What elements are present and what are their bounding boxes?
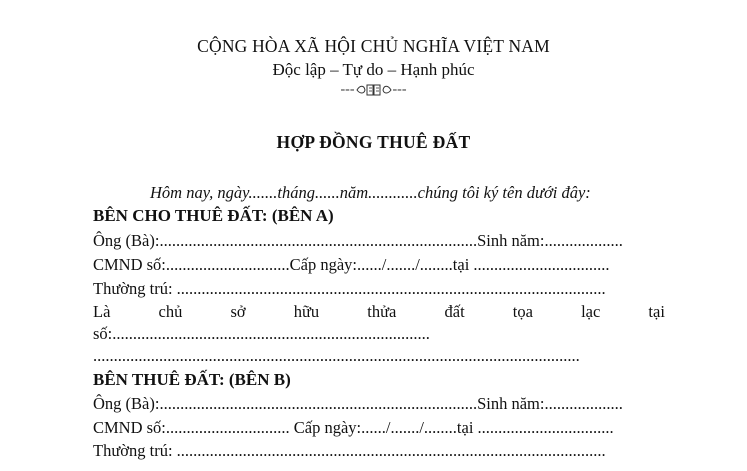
national-name: CỘNG HÒA XÃ HỘI CHỦ NGHĨA VIỆT NAM (197, 36, 550, 56)
owner-word: hữu (293, 302, 320, 321)
party-b-residence-line: Thường trú: ........................................................................................................ (93, 441, 606, 460)
party-a-owner-line (93, 302, 665, 322)
national-motto: Độc lập – Tự do – Hạnh phúc (272, 60, 475, 79)
owner-word: chủ (158, 302, 183, 321)
party-b-id-line: CMND số:.............................. Cấp ngày:....../......./........tại ................................. (93, 418, 614, 437)
party-b-heading: BÊN THUÊ ĐẤT: (BÊN B) (93, 370, 291, 389)
owner-word: đất (444, 302, 465, 321)
party-a-id-line: CMND số:..............................Cấp ngày:....../......./........tại ................................. (93, 255, 610, 274)
party-a-address-line: số:............................................................................. (93, 324, 430, 343)
owner-word: lạc (581, 302, 601, 321)
party-a-blank-line: ...................................................................................................................... (93, 346, 580, 365)
ornament-divider (0, 82, 747, 98)
owner-word: tại (648, 302, 665, 321)
ornament-right: --- (392, 82, 407, 97)
intro-line: Hôm nay, ngày.......tháng......năm............chúng tôi ký tên dưới đây: (150, 183, 591, 202)
party-b-name-line: Ông (Bà):.............................................................................Sinh năm:................... (93, 394, 623, 413)
owner-word: sở (230, 302, 246, 321)
party-a-heading: BÊN CHO THUÊ ĐẤT: (BÊN A) (93, 206, 334, 225)
party-a-name-line: Ông (Bà):.............................................................................Sinh năm:................... (93, 231, 623, 250)
book-ornament-icon (355, 83, 393, 97)
owner-word: tọa (512, 302, 533, 321)
document-title: HỢP ĐỒNG THUÊ ĐẤT (276, 132, 471, 152)
owner-word: thửa (367, 302, 397, 321)
ornament-left: --- (340, 82, 355, 97)
owner-word: Là (93, 302, 111, 321)
party-a-residence-line: Thường trú: ........................................................................................................ (93, 279, 606, 298)
